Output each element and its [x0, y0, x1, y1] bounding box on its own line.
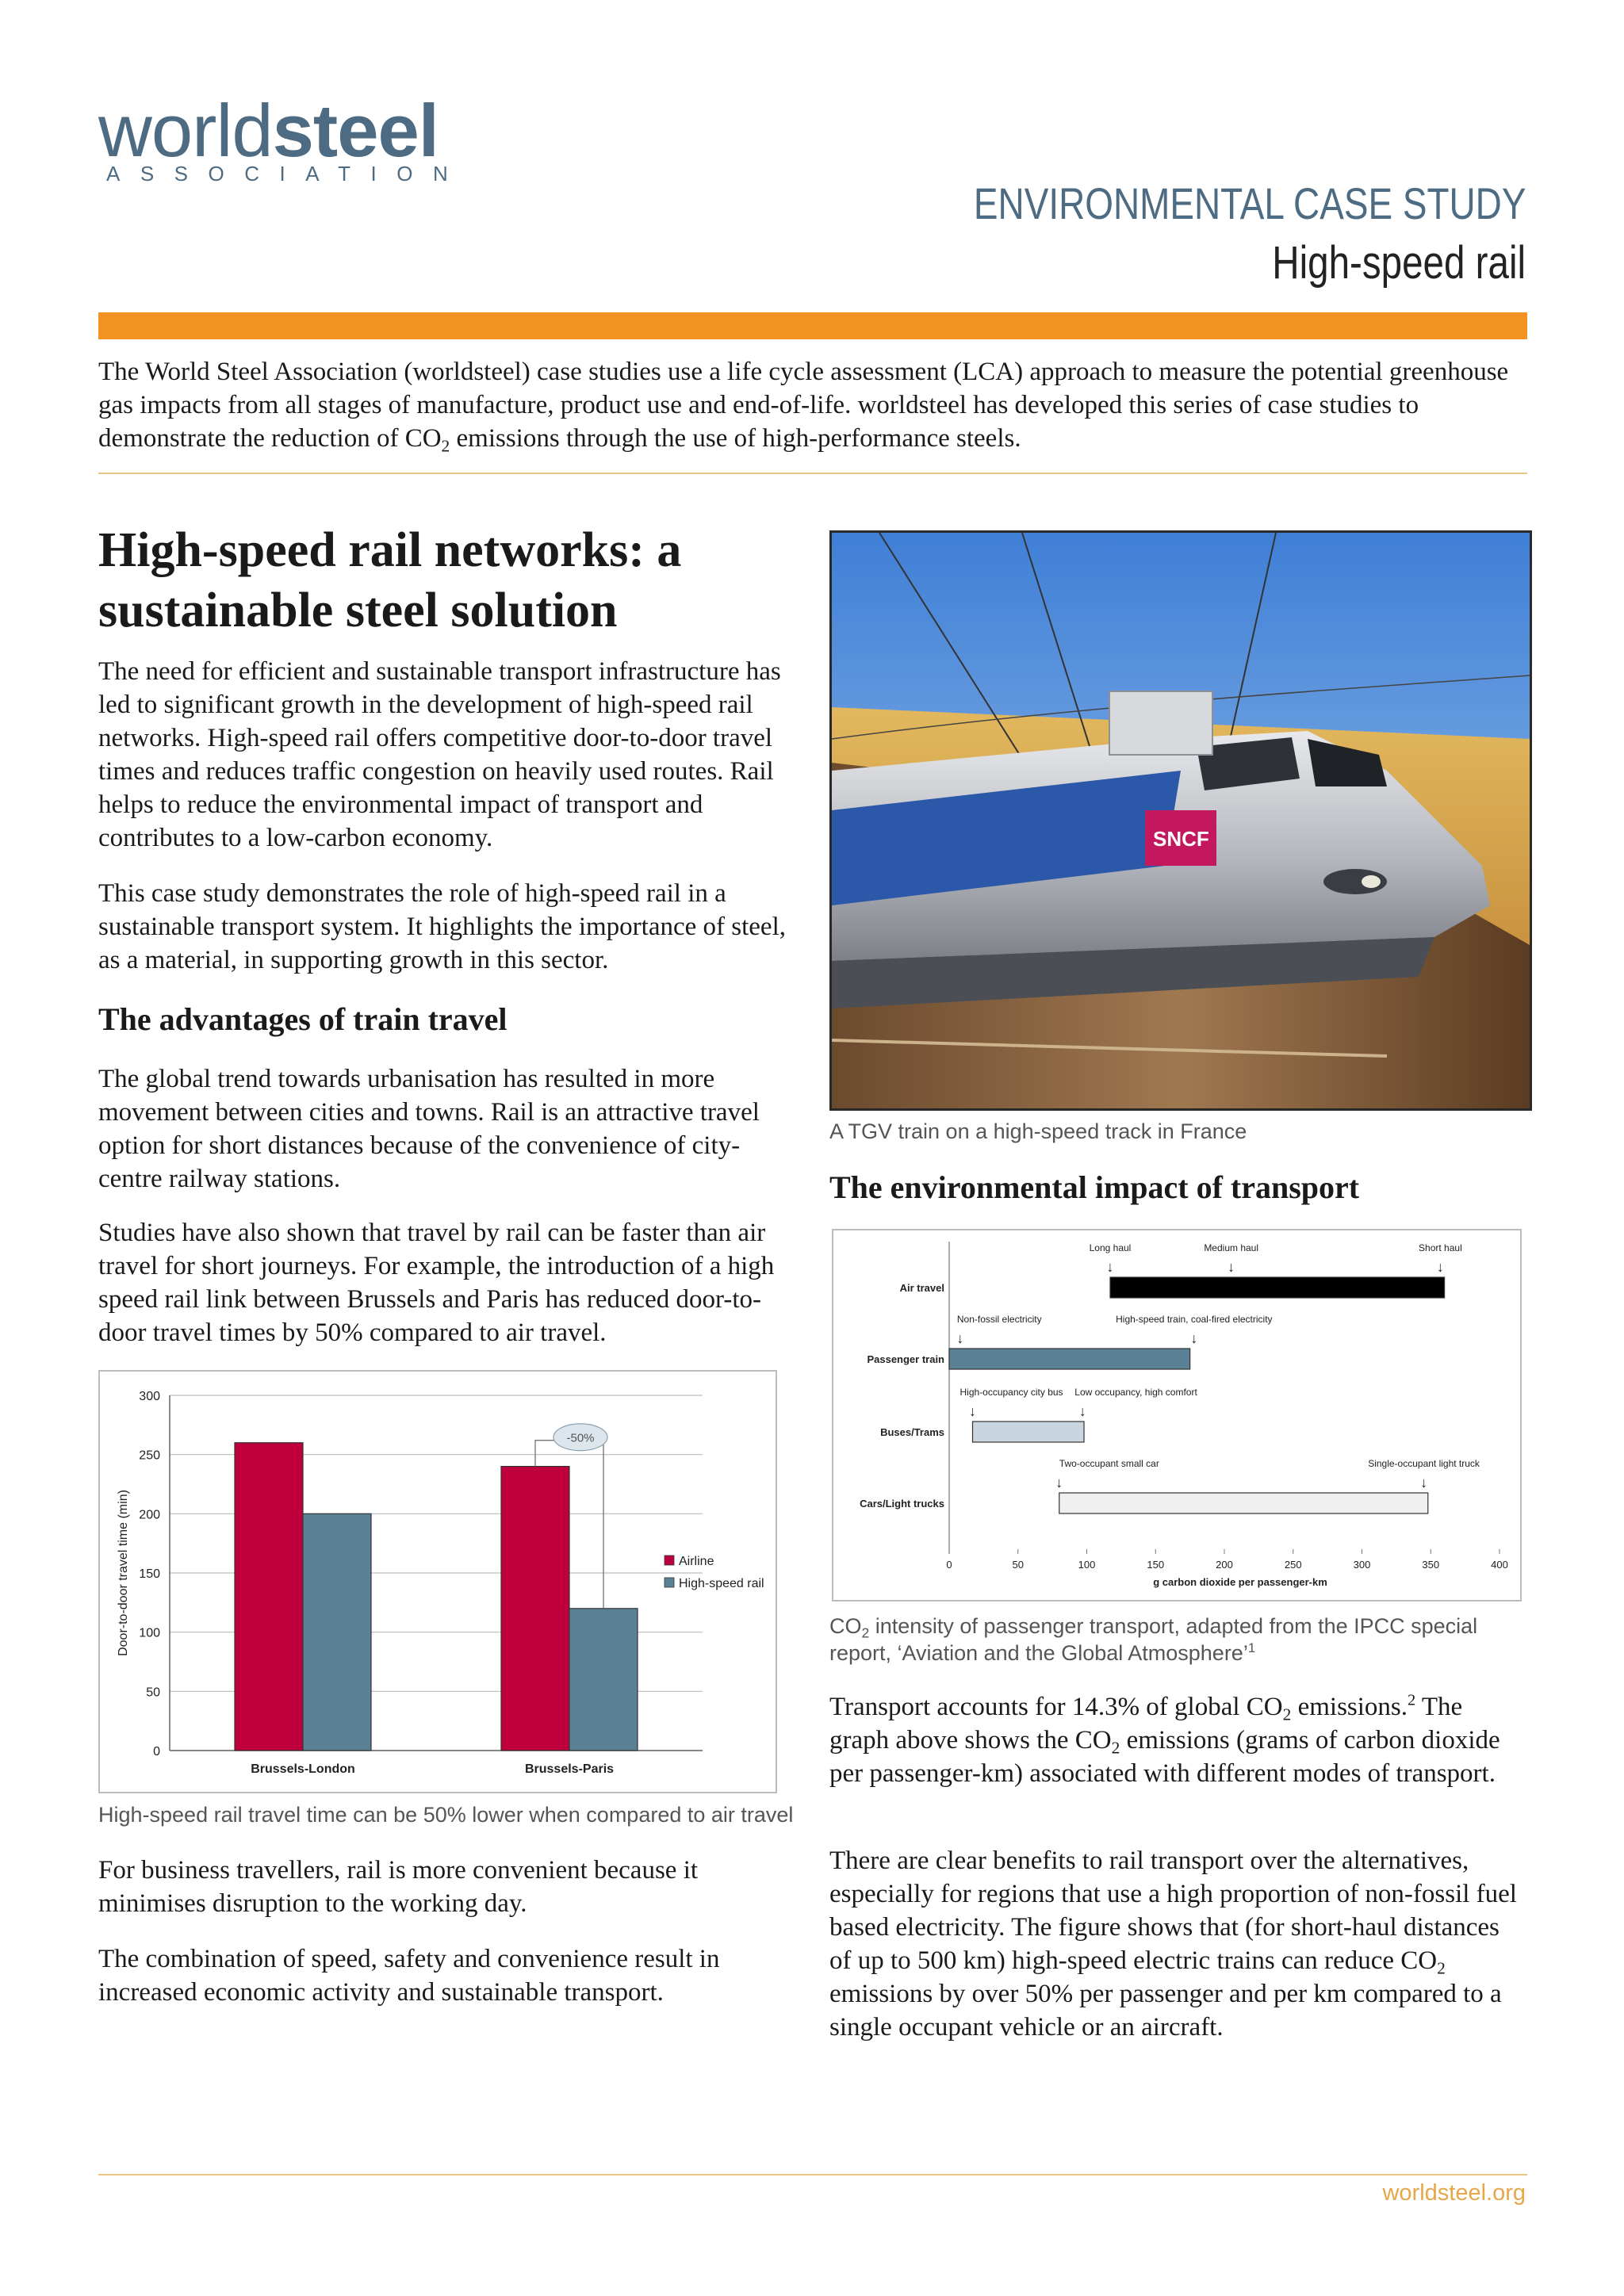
left-paragraph-5: For business travellers, rail is more convenient because it minimises disruption to the working day.	[98, 1856, 699, 1918]
orange-divider-bar	[98, 312, 1527, 339]
legend-swatch	[665, 1556, 674, 1565]
footer-website: worldsteel.org	[1382, 2180, 1526, 2206]
header-title: ENVIRONMENTAL CASE STUDY	[973, 178, 1526, 228]
y-tick-label: 200	[139, 1508, 160, 1522]
bar-chart-caption: High-speed rail travel time can be 50% lower when compared to air travel	[98, 1803, 794, 1827]
annotation-arrow-icon: ↓	[968, 1403, 976, 1419]
right-paragraph-1	[829, 1690, 1527, 1790]
x-tick-label: 100	[1078, 1559, 1096, 1571]
photo-caption: A TGV train on a high-speed track in France	[829, 1119, 1247, 1143]
range-bar	[972, 1422, 1084, 1442]
row-label: Cars/Light trucks	[860, 1498, 944, 1510]
logo-word-light: world	[98, 89, 273, 172]
range-annotation: Long haul	[1089, 1242, 1132, 1253]
y-tick-label: 50	[146, 1686, 160, 1700]
rp1-c: The graph above shows the CO	[829, 1693, 1463, 1755]
annotation-arrow-icon: ↓	[1078, 1403, 1086, 1419]
row-label: Buses/Trams	[880, 1426, 944, 1438]
rp2-a: There are clear benefits to rail transport over the alternatives, especially for regions that use a high proportion of non-fossil fuel based electricity. The figure shows that (for short-haul distances of up to 500 km) high-speed electric trains can reduce CO	[829, 1846, 1517, 1975]
range-bar	[1059, 1493, 1428, 1513]
co2-intensity-chart-svg	[833, 1230, 1520, 1600]
environmental-impact-heading: The environmental impact of transport	[829, 1169, 1360, 1205]
y-tick-label: 300	[139, 1390, 160, 1403]
x-tick-label: 200	[1216, 1559, 1233, 1571]
y-tick-label: 0	[153, 1745, 160, 1758]
legend-label: High-speed rail	[679, 1577, 764, 1590]
row-label: Passenger train	[867, 1353, 944, 1365]
range-annotation: Short haul	[1419, 1242, 1462, 1253]
sncf-logo-text: SNCF	[1153, 827, 1209, 851]
annotation-arrow-icon: ↓	[1420, 1475, 1428, 1490]
annotation-arrow-icon: ↓	[1436, 1259, 1444, 1275]
rp2-a-sub: 2	[1437, 1958, 1446, 1978]
co2-caption-sup: 1	[1247, 1640, 1256, 1655]
annotation-arrow-icon: ↓	[1055, 1475, 1063, 1490]
co2-intensity-chart	[832, 1229, 1522, 1601]
range-annotation: Single-occupant light truck	[1368, 1458, 1480, 1469]
x-category-label: Brussels-London	[251, 1762, 355, 1776]
rp2-b: emissions by over 50% per passenger and per km compared to a single occupant vehicle or an aircraft.	[829, 1980, 1502, 2042]
header-subtitle: High-speed rail	[1272, 237, 1526, 289]
right-paragraph-2	[829, 1844, 1527, 2044]
intro-paragraph	[98, 355, 1527, 455]
x-tick-label: 350	[1422, 1559, 1440, 1571]
y-axis-title: Door-to-door travel time (min)	[117, 1490, 130, 1656]
legend-swatch	[665, 1578, 674, 1587]
x-tick-label: 400	[1491, 1559, 1508, 1571]
travel-time-chart-svg	[100, 1372, 776, 1792]
range-bar	[949, 1349, 1190, 1369]
logo-word-bold: steel	[272, 89, 439, 172]
range-annotation: Low occupancy, high comfort	[1074, 1387, 1197, 1398]
tgv-train-illustration	[832, 533, 1530, 1108]
footer-rule	[98, 2174, 1527, 2175]
co2-caption-a: CO	[829, 1614, 862, 1638]
rp1-b: emissions.	[1291, 1693, 1408, 1721]
range-annotation: High-speed train, coal-fired electricity	[1116, 1314, 1273, 1325]
x-category-label: Brussels-Paris	[524, 1762, 615, 1776]
main-heading: High-speed rail networks: a sustainable steel solution	[98, 523, 682, 637]
range-annotation: Two-occupant small car	[1059, 1458, 1159, 1469]
left-paragraph-4: Studies have also shown that travel by rail can be faster than air travel for short journeys. For example, the introduction of a high speed rail link between Brussels and Paris has reduced door-to-door travel times by 50% compared to air travel.	[98, 1219, 775, 1347]
co2-chart-caption	[829, 1613, 1527, 1667]
y-tick-label: 150	[139, 1567, 160, 1581]
annotation-arrow-icon: ↓	[1228, 1259, 1235, 1275]
advantages-heading: The advantages of train travel	[98, 1001, 508, 1037]
rp1-d: emissions (grams of carbon dioxide per passenger-km) associated with different modes of transport.	[829, 1726, 1500, 1788]
left-paragraph-6: The combination of speed, safety and convenience result in increased economic activity and sustainable transport.	[98, 1945, 720, 2007]
co2-caption-b: intensity of passenger transport, adapted from the IPCC special report, ‘Aviation and the Global Atmosphere’	[829, 1614, 1478, 1665]
co2-caption-sub: 2	[861, 1624, 870, 1641]
range-annotation: Non-fossil electricity	[956, 1314, 1042, 1325]
range-annotation: Medium haul	[1204, 1242, 1259, 1253]
x-tick-label: 300	[1353, 1559, 1371, 1571]
x-tick-label: 50	[1012, 1559, 1024, 1571]
annotation-label: -50%	[566, 1431, 595, 1445]
left-paragraph-2: This case study demonstrates the role of high-speed rail in a sustainable transport system. It highlights the importance of steel, as a material, in supporting growth in this sector.	[98, 879, 786, 974]
bar-high-speed-rail	[569, 1609, 638, 1751]
x-tick-label: 250	[1284, 1559, 1302, 1571]
x-tick-label: 0	[946, 1559, 952, 1571]
range-annotation: High-occupancy city bus	[959, 1387, 1063, 1398]
x-axis-title: g carbon dioxide per passenger-km	[1153, 1576, 1327, 1588]
x-tick-label: 150	[1147, 1559, 1165, 1571]
annotation-arrow-icon: ↓	[1106, 1259, 1114, 1275]
intro-rule	[98, 473, 1527, 474]
range-bar	[1110, 1277, 1445, 1298]
rp1-c-sub: 2	[1111, 1738, 1120, 1758]
y-tick-label: 100	[139, 1626, 160, 1640]
tgv-train-photo	[829, 530, 1532, 1111]
intro-text-a: The World Steel Association (worldsteel) case studies use a life cycle assessment (LCA) approach to measure the potential greenhouse gas impacts from all stages of manufacture, product use and end-of-life. worldsteel has developed this series of case studies to demonstrate the reduction of CO	[98, 358, 1509, 453]
left-paragraph-3: The global trend towards urbanisation has resulted in more movement between cities and towns. Rail is an attractive travel option for short distances because of the convenience of city-centre railway stations.	[98, 1065, 760, 1193]
bar-airline	[235, 1443, 303, 1751]
intro-text-b: emissions through the use of high-performance steels.	[450, 424, 1021, 453]
travel-time-chart	[98, 1370, 777, 1793]
y-tick-label: 250	[139, 1448, 160, 1463]
rp1-b-sup: 2	[1408, 1691, 1416, 1709]
bar-high-speed-rail	[303, 1513, 371, 1751]
rp1-a-sub: 2	[1282, 1705, 1292, 1724]
worldsteel-logo	[98, 89, 469, 186]
logo-association: ASSOCIATION	[106, 162, 469, 186]
annotation-arrow-icon: ↓	[956, 1330, 964, 1346]
rp1-a: Transport accounts for 14.3% of global CO	[829, 1693, 1283, 1721]
row-label: Air travel	[899, 1282, 944, 1294]
bar-airline	[501, 1467, 569, 1751]
annotation-arrow-icon: ↓	[1190, 1330, 1198, 1346]
left-paragraph-1: The need for efficient and sustainable transport infrastructure has led to significant growth in the development of high-speed rail networks. High-speed rail offers competitive door-to-door travel times and reduces traffic congestion on heavily used routes. Rail helps to reduce the environmental impact of transport and contributes to a low-carbon economy.	[98, 657, 781, 852]
intro-sub: 2	[441, 436, 450, 456]
legend-label: Airline	[679, 1555, 714, 1568]
